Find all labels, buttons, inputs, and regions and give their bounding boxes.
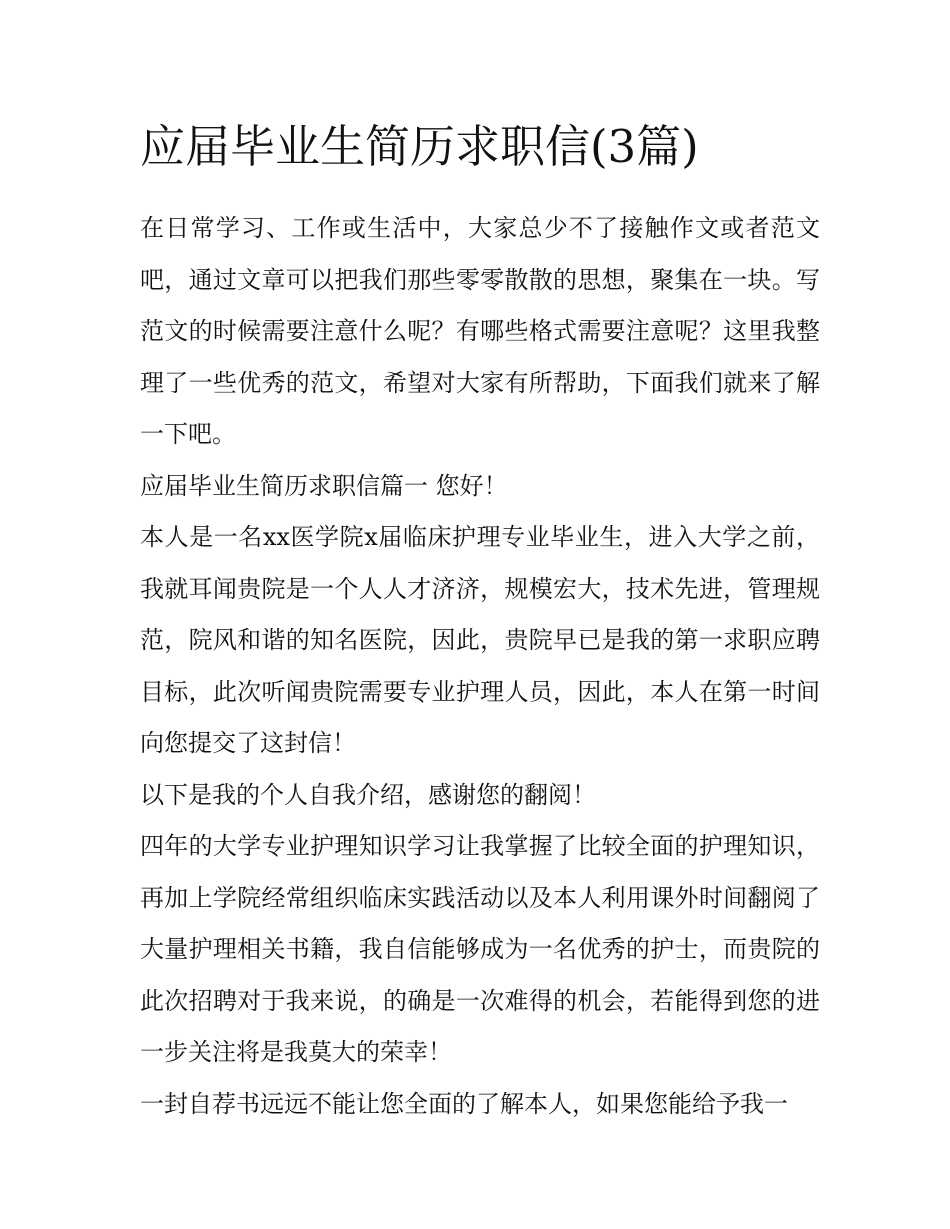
document-body <box>140 203 820 1130</box>
document-content <box>140 116 820 1130</box>
document-title: 应届毕业生简历求职信(3篇) <box>140 120 699 173</box>
education-paragraph: 四年的大学专业护理知识学习让我掌握了比较全面的护理知识，再加上学院经常组织临床实践活动以及本人利用课外时间翻阅了大量护理相关书籍，我自信能够成为一名优秀的护士，而贵院的此次招聘对于我来说，的确是一次难得的机会，若能得到您的进一步关注将是我莫大的荣幸！ <box>140 832 820 1066</box>
self-introduction-paragraph: 本人是一名xx医学院x届临床护理专业毕业生，进入大学之前，我就耳闻贵院是一个人人才济济，规模宏大，技术先进，管理规范，院风和谐的知名医院，因此，贵院早已是我的第一求职应聘目标，此次听闻贵院需要专业护理人员，因此，本人在第一时间向您提交了这封信！ <box>140 523 820 757</box>
closing-paragraph: 一封自荐书远远不能让您全面的了解本人，如果您能给予我一 <box>140 1089 788 1118</box>
intro-paragraph: 在日常学习、工作或生活中，大家总少不了接触作文或者范文吧，通过文章可以把我们那些零零散散的思想，聚集在一块。写范文的时候需要注意什么呢？有哪些格式需要注意呢？这里我整理了一些优秀的范文，希望对大家有所帮助，下面我们就来了解一下吧。 <box>140 214 820 448</box>
transition-paragraph: 以下是我的个人自我介绍，感谢您的翻阅！ <box>140 780 596 809</box>
letter-heading-greeting: 应届毕业生简历求职信篇一 您好！ <box>140 471 508 500</box>
